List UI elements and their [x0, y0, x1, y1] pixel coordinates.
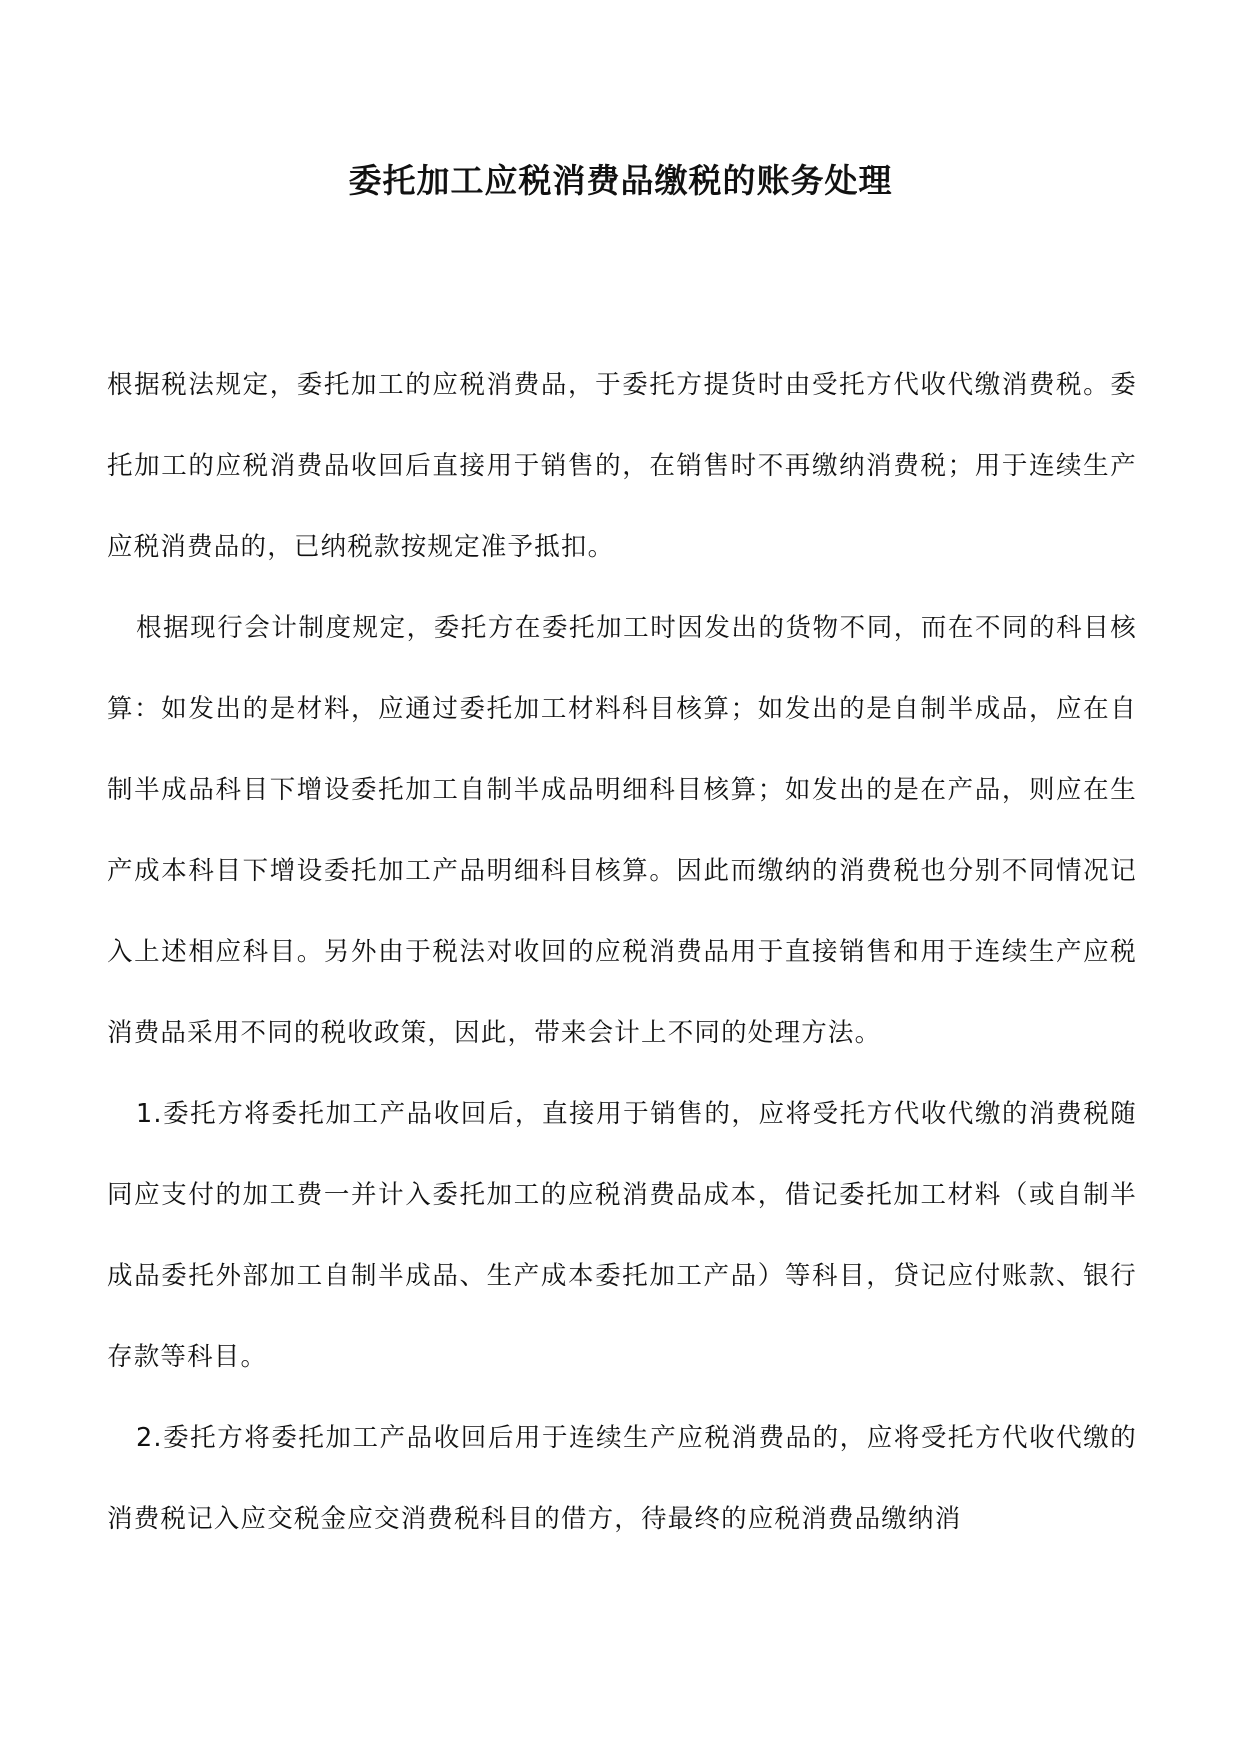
- document-title: 委托加工应税消费品缴税的账务处理: [348, 161, 893, 200]
- paragraph-item-1: 1.委托方将委托加工产品收回后，直接用于销售的，应将受托方代收代缴的消费税随同应支付的加工费一并计入委托加工的应税消费品成本，借记委托加工材料（或自制半成品委托外部加工自制半成品、生产成本委托加工产品）等科目，贷记应付账款、银行存款等科目。: [107, 1099, 1137, 1372]
- paragraph-accounting-rules: 根据现行会计制度规定，委托方在委托加工时因发出的货物不同，而在不同的科目核算：如发出的是材料，应通过委托加工材料科目核算；如发出的是自制半成品，应在自制半成品科目下增设委托加工自制半成品明细科目核算；如发出的是在产品，则应在生产成本科目下增设委托加工产品明细科目核算。因此而缴纳的消费税也分别不同情况记入上述相应科目。另外由于税法对收回的应税消费品用于直接销售和用于连续生产应税消费品采用不同的税收政策，因此，带来会计上不同的处理方法。: [107, 613, 1137, 1048]
- document-body: [107, 345, 1137, 1560]
- paragraph-tax-law: 根据税法规定，委托加工的应税消费品，于委托方提货时由受托方代收代缴消费税。委托加工的应税消费品收回后直接用于销售的，在销售时不再缴纳消费税；用于连续生产应税消费品的，已纳税款按规定准予抵扣。: [107, 370, 1137, 562]
- paragraph-item-2: 2.委托方将委托加工产品收回后用于连续生产应税消费品的，应将受托方代收代缴的消费税记入应交税金应交消费税科目的借方，待最终的应税消费品缴纳消: [107, 1423, 1137, 1534]
